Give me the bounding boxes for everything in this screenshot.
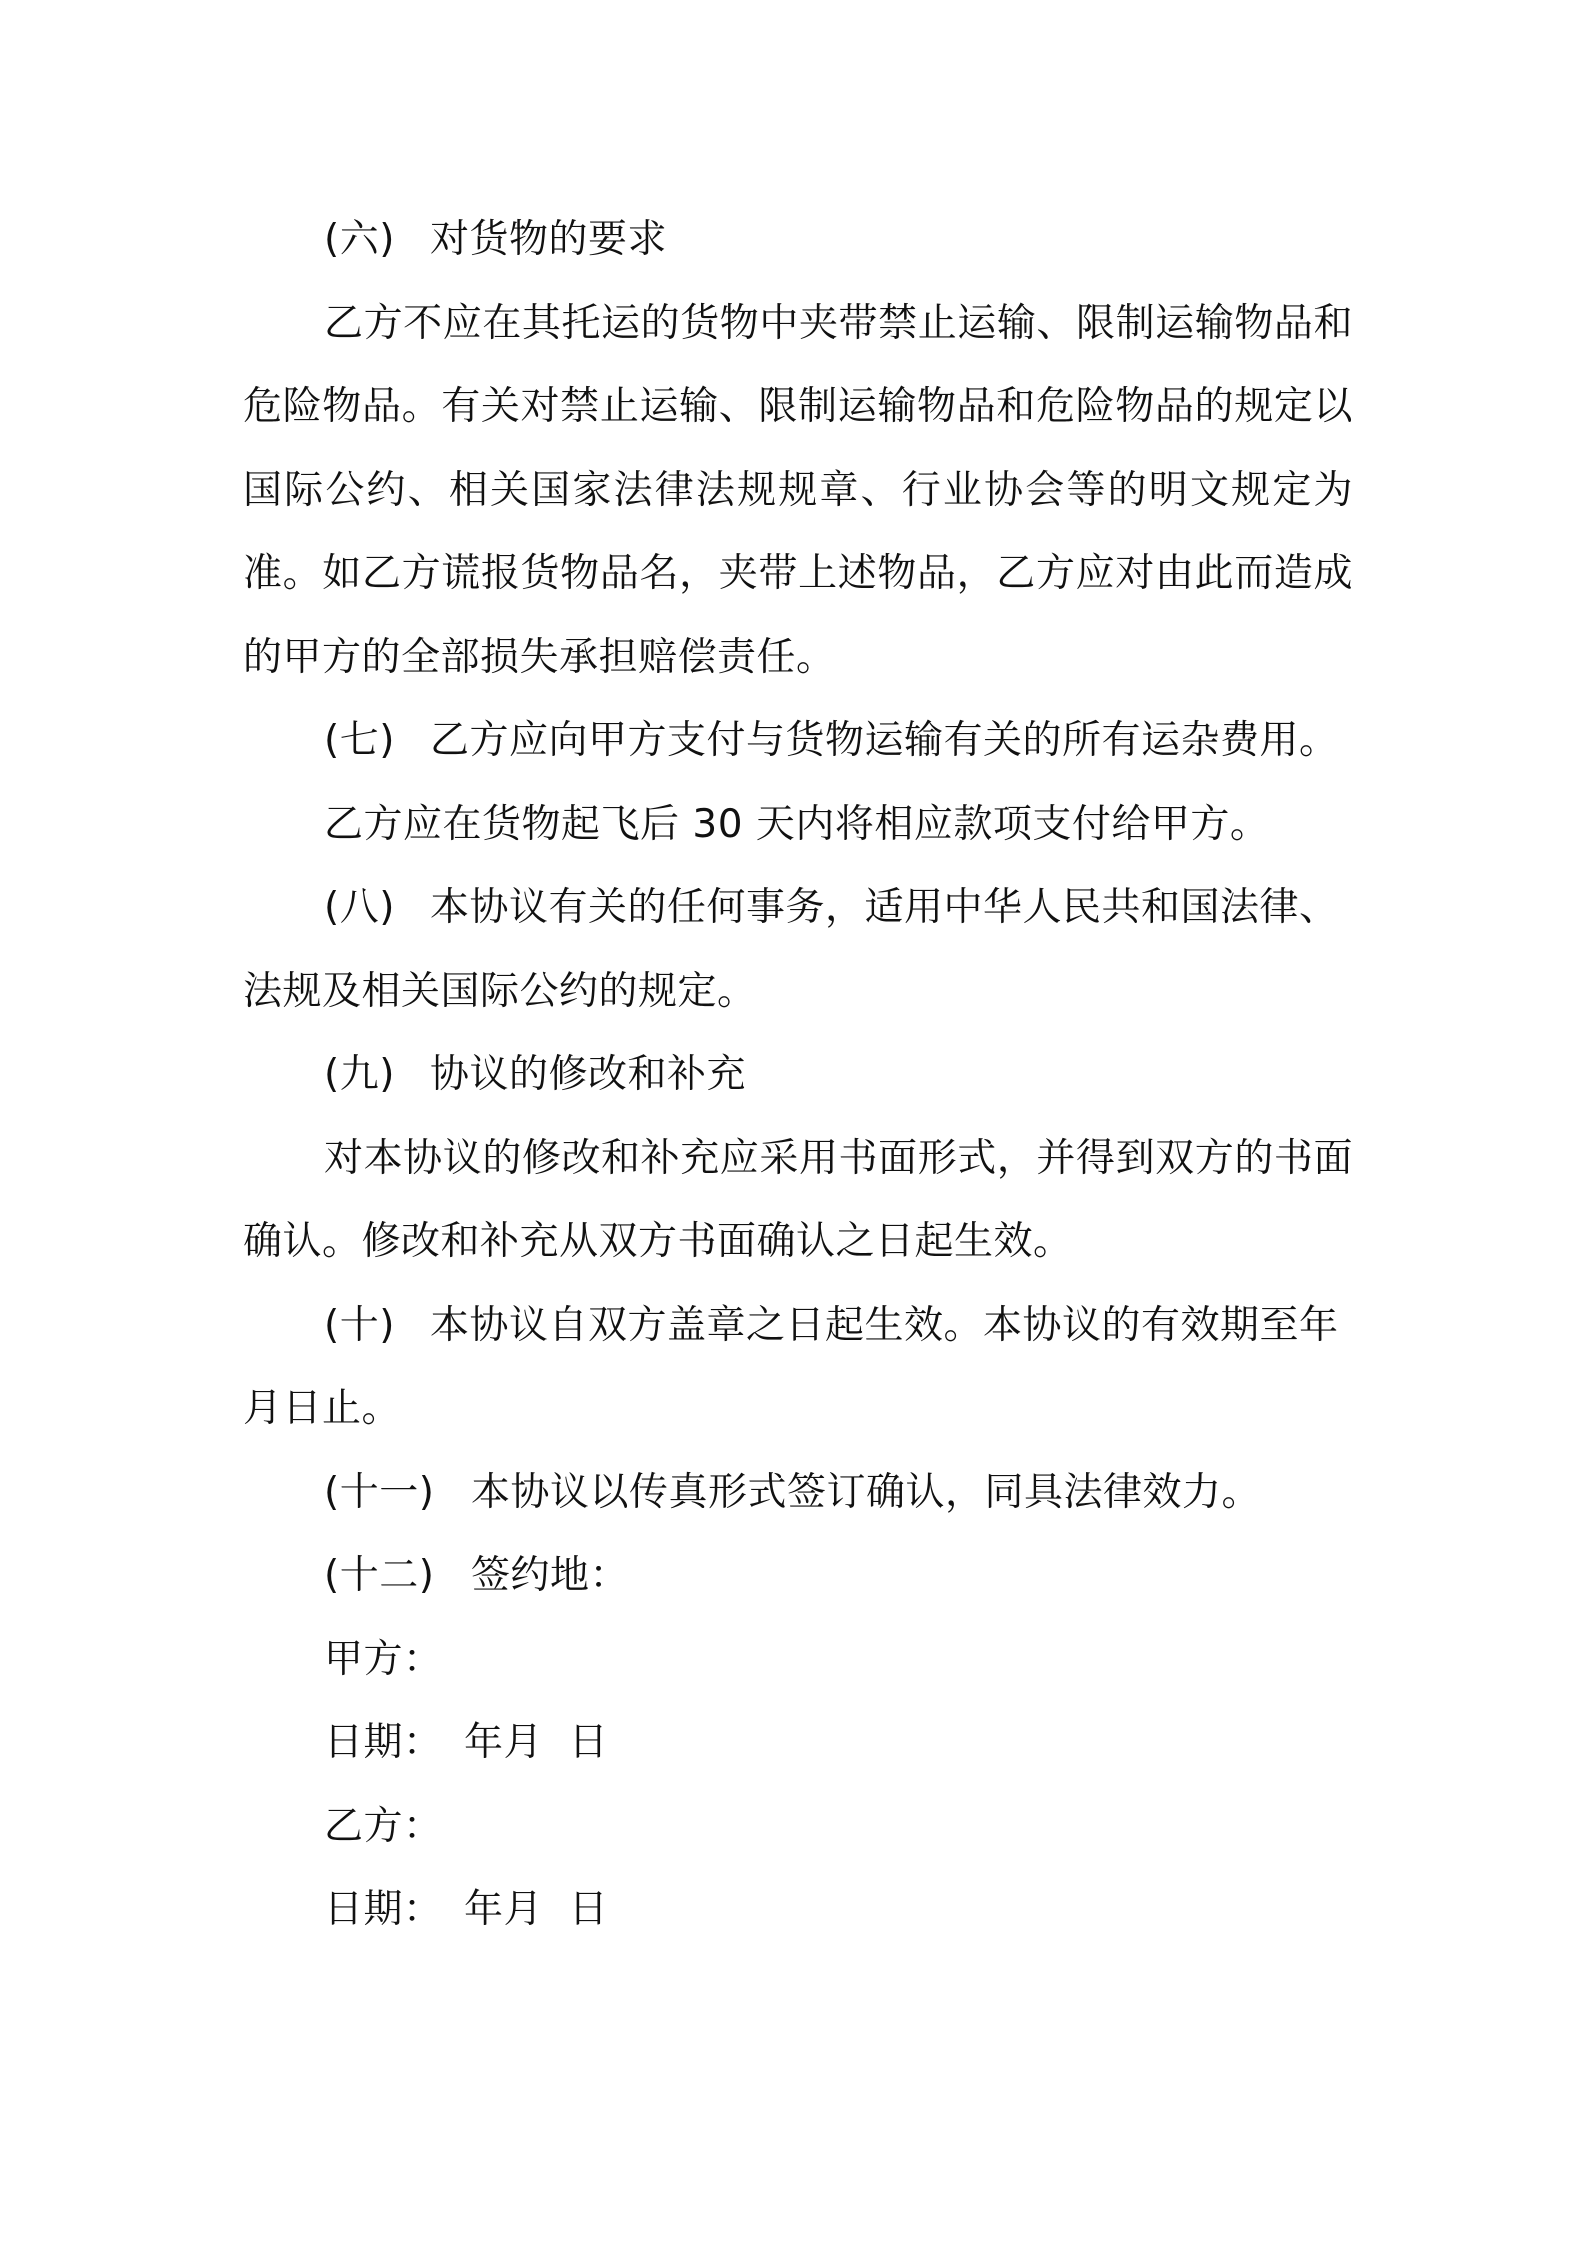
party-b-date-value: 年月 日 bbox=[464, 1887, 609, 1932]
item-10-heading bbox=[243, 1284, 1353, 1368]
document-content bbox=[243, 198, 1353, 1952]
party-a-date-label: 日期： bbox=[324, 1720, 443, 1765]
item-10-number: (十) bbox=[324, 1302, 395, 1348]
party-a-date-row bbox=[243, 1701, 1353, 1785]
item-12-number: (十二) bbox=[324, 1553, 435, 1598]
item-10-text: 本协议自双方盖章之日起生效。本协议的有效期至年 bbox=[430, 1302, 1339, 1348]
item-9-number: (九) bbox=[324, 1052, 395, 1097]
party-a-label: 甲方： bbox=[324, 1636, 443, 1682]
item-7-body: 乙方应在货物起飞后 30 天内将相应款项支付给甲方。 bbox=[324, 801, 1270, 847]
item-9-title: 协议的修改和补充 bbox=[430, 1052, 747, 1097]
item-8-heading bbox=[243, 866, 1353, 950]
party-b-label: 乙方： bbox=[324, 1803, 443, 1849]
party-b-date-label: 日期： bbox=[324, 1887, 443, 1932]
item-8-number: (八) bbox=[324, 885, 395, 930]
item-6-title: 对货物的要求 bbox=[430, 217, 668, 262]
party-b-date-row bbox=[243, 1868, 1353, 1952]
item-10-continuation: 月日止。 bbox=[243, 1386, 402, 1431]
item-6-heading bbox=[243, 198, 1353, 282]
item-7-text: 乙方应向甲方支付与货物运输有关的所有运杂费用。 bbox=[430, 718, 1339, 763]
item-9-heading bbox=[243, 1033, 1353, 1117]
item-6-number: (六) bbox=[324, 217, 395, 262]
item-12-text: 签约地： bbox=[471, 1553, 630, 1598]
item-8-text: 本协议有关的任何事务，适用中华人民共和国法律、 bbox=[430, 885, 1339, 930]
item-6-body: 乙方不应在其托运的货物中夹带禁止运输、限制运输物品和危险物品。有关对禁止运输、限制运输物品和危险物品的规定以国际公约、相关国家法律法规规章、行业协会等的明文规定为准。如乙方谎报货物品名，夹带上述物品，乙方应对由此而造成的甲方的全部损失承担赔偿责任。 bbox=[243, 300, 1353, 680]
party-a-date-value: 年月 日 bbox=[464, 1720, 609, 1765]
item-11-number: (十一) bbox=[324, 1469, 435, 1515]
item-12-heading bbox=[243, 1534, 1353, 1618]
item-8-continuation: 法规及相关国际公约的规定。 bbox=[243, 968, 757, 1014]
item-11-heading bbox=[243, 1451, 1353, 1535]
item-7-heading bbox=[243, 699, 1353, 783]
item-7-number: (七) bbox=[324, 718, 395, 763]
item-9-body: 对本协议的修改和补充应采用书面形式，并得到双方的书面确认。修改和补充从双方书面确认之日起生效。 bbox=[243, 1135, 1353, 1264]
item-11-text: 本协议以传真形式签订确认，同具法律效力。 bbox=[471, 1469, 1262, 1515]
